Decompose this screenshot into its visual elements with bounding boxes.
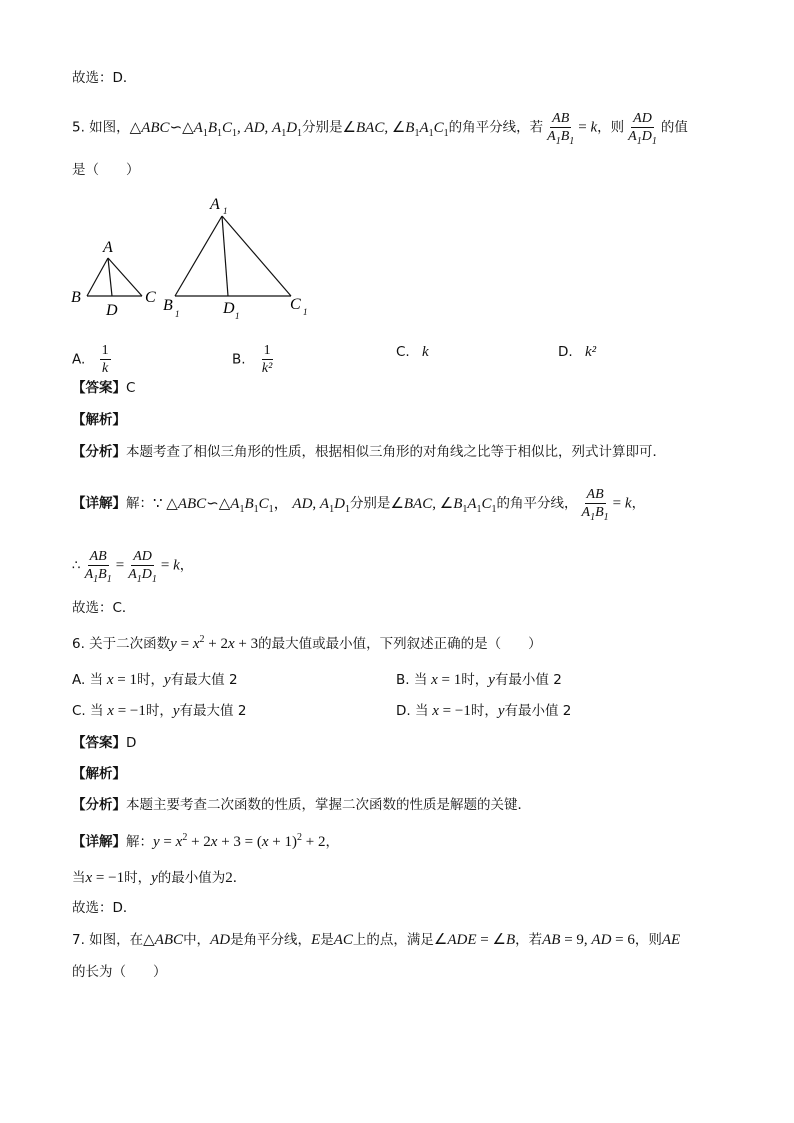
- question-7-stem: [72, 930, 680, 950]
- q5-chose: [72, 598, 135, 618]
- q5-therefore: ∴ $\frac{AB}{A_1B_1}$ = $\frac{AD}{A_1D_1}$ = k，: [72, 549, 194, 585]
- q5-xj-text-4: ，: [631, 495, 646, 512]
- q6-fenxi-text: 本题主要考查二次函数的性质，掌握二次函数的性质是解题的关键．: [126, 797, 531, 813]
- large-triangle: [175, 216, 291, 296]
- q6-option-d[interactable]: [396, 701, 571, 721]
- q7-text-5: 上的点，满足: [352, 932, 434, 948]
- q5-stem-cont: [72, 160, 140, 180]
- q5-analysis-heading: [72, 410, 126, 430]
- q5-xj-text-3: 的角平分线，: [496, 495, 578, 512]
- q6-option-b-rest: 有最小值 2: [494, 672, 562, 688]
- q6-option-d-mid: 时，: [470, 703, 498, 719]
- q7-ae: AE: [661, 932, 681, 948]
- q6-when: 当x = −1时，y的最小值为2．: [72, 870, 247, 886]
- q6-option-c-y: y: [172, 703, 180, 719]
- q5-option-d-value: k²: [584, 344, 597, 360]
- q6-answer-value: D: [126, 735, 137, 751]
- q5-option-d[interactable]: [558, 342, 596, 362]
- q6-option-d-label: D. 当: [396, 703, 429, 719]
- q5-text-5: 是（ ）: [72, 162, 140, 178]
- q5-similar-expr: $\triangle ABC∽\triangle A_1B_1C_1$, AD, $A_1D_1$: [129, 119, 303, 139]
- q5-target-fraction: $\frac{AD}{A_1D_1}$: [628, 111, 657, 147]
- q5-chose-text: 故选：C．: [72, 600, 136, 616]
- q6-xj-expr: $y = x^2 + 2x + 3 = (x + 1)^2 + 2$: [153, 832, 326, 850]
- label-C1: C: [290, 296, 301, 313]
- q6-fenxi-tag: 【分析】: [72, 797, 126, 813]
- label-B1-sub: 1: [175, 309, 180, 319]
- q6-option-c-label: C. 当: [72, 703, 104, 719]
- q6-when-1: 当: [72, 870, 86, 886]
- q5-xiangjie: [72, 486, 645, 521]
- q6-xj-tail: ，: [325, 834, 339, 850]
- q5-therefore-tail: ，: [179, 557, 194, 574]
- q7-text-1: 7. 如图，在: [72, 932, 144, 948]
- q5-xj-fraction: $\frac{AB}{A_1B_1}$: [581, 487, 609, 523]
- q5-fenxi-tag: 【分析】: [72, 444, 126, 460]
- q7-ad: AD: [210, 932, 231, 948]
- q5-xj-angles: ∠BAC, $\angle B_1A_1C_1$: [390, 495, 497, 515]
- q5-answer: [72, 378, 135, 398]
- q7-text-6: ，若: [515, 932, 543, 948]
- q5-xj-eq-k: = k: [612, 495, 632, 512]
- question-6-stem: [72, 634, 542, 654]
- answer-choice-text: 故选：D．: [72, 70, 137, 86]
- q6-analysis-heading: [72, 764, 126, 784]
- q6-option-a-mid: 时，: [136, 672, 164, 688]
- label-A1: A: [210, 196, 220, 213]
- q6-when-4: ．: [232, 870, 247, 886]
- q6-function: $y = x^2 + 2x + 3$: [170, 634, 259, 652]
- label-B1: B: [163, 297, 173, 314]
- q5-eq-k: = k: [578, 119, 598, 136]
- label-D1: D: [223, 300, 235, 317]
- label-A: A: [103, 239, 113, 256]
- q7-triangle: △ABC: [143, 932, 184, 948]
- q6-option-a-label: A. 当: [72, 672, 104, 688]
- q5-text-3: ，则: [597, 119, 625, 136]
- q5-option-c[interactable]: [396, 342, 429, 362]
- q5-therefore-frac-2: $\frac{AD}{A_1D_1}$: [128, 549, 157, 585]
- q5-ratio-fraction: $\frac{AB}{A_1B_1}$: [547, 111, 575, 147]
- q7-ac: AC: [333, 932, 353, 948]
- q5-analysis-tag: 【解析】: [72, 412, 126, 428]
- q5-option-a-fraction: $\frac{1}{k}$: [101, 343, 109, 376]
- q6-option-a-rest: 有最大值 2: [170, 672, 238, 688]
- answer-choice-line: [72, 68, 136, 88]
- q5-text-1: 分别是: [302, 119, 343, 136]
- q6-option-d-y: y: [497, 703, 505, 719]
- q5-option-c-value: k: [422, 344, 429, 360]
- q5-fenxi: [72, 442, 666, 462]
- q6-option-c[interactable]: [72, 701, 246, 721]
- q6-option-b-label: B. 当: [396, 672, 428, 688]
- label-D1-sub: 1: [235, 311, 240, 321]
- q6-option-b-expr: x = 1: [431, 672, 462, 688]
- q6-xiangjie: [72, 832, 339, 852]
- label-D: D: [106, 302, 118, 319]
- q6-option-a[interactable]: [72, 670, 238, 690]
- q5-answer-tag: 【答案】: [72, 380, 126, 396]
- q5-option-a[interactable]: [72, 342, 113, 377]
- q6-option-d-expr: x = −1: [432, 703, 471, 719]
- q6-when-3: 的最小值为: [157, 870, 226, 886]
- q6-option-a-expr: x = 1: [106, 672, 137, 688]
- q6-stem-2: 的最大值或最小值，下列叙述正确的是（ ）: [258, 636, 542, 652]
- q5-option-b[interactable]: [232, 342, 276, 377]
- q5-answer-value: C: [126, 380, 136, 396]
- q6-xj-text: 解：: [126, 834, 153, 850]
- q6-option-b-mid: 时，: [461, 672, 489, 688]
- q5-number: 5. 如图，: [72, 119, 130, 136]
- q7-stem-cont: [72, 962, 167, 982]
- q5-fenxi-text: 本题考查了相似三角形的性质，根据相似三角形的对角线之比等于相似比，列式计算即可．: [126, 444, 666, 460]
- q7-e: E: [311, 932, 321, 948]
- label-C1-sub: 1: [303, 307, 308, 317]
- q7-text-2: 中，: [183, 932, 211, 948]
- q6-chose: [72, 898, 136, 918]
- q5-triangles-figure: [68, 192, 328, 322]
- q7-text-8: 的长为（ ）: [72, 964, 167, 980]
- q5-option-b-fraction: $\frac{1}{\text{k²}}$: [261, 343, 273, 376]
- q5-option-d-letter: D.: [558, 344, 573, 360]
- q5-xj-similar: ∵ $\triangle ABC∽\triangle A_1B_1C_1$， AD, $A_1D_1$: [153, 495, 350, 515]
- q5-therefore-k: = k: [160, 557, 180, 574]
- q6-option-b-y: y: [488, 672, 495, 688]
- q6-option-c-rest: 有最大值 2: [179, 703, 247, 719]
- label-C: C: [145, 289, 156, 306]
- q5-text-2: 的角平分线，若: [448, 119, 544, 136]
- q6-option-c-mid: 时，: [145, 703, 173, 719]
- q6-when-value: 2: [225, 870, 233, 886]
- q7-text-7: ，则: [634, 932, 662, 948]
- q7-angle-cond: ∠ADE = ∠B: [433, 932, 516, 948]
- q6-option-a-y: y: [163, 672, 171, 688]
- q5-text-4: 的值: [660, 119, 688, 136]
- q6-option-d-rest: 有最小值 2: [504, 703, 572, 719]
- q5-option-c-letter: C.: [396, 344, 410, 360]
- question-5-stem: [72, 110, 688, 145]
- q5-xiangjie-tag: 【详解】: [72, 495, 126, 512]
- q6-option-b[interactable]: [396, 670, 562, 690]
- q6-analysis-tag: 【解析】: [72, 766, 126, 782]
- q6-when-2: 时，: [124, 870, 152, 886]
- q6-xiangjie-tag: 【详解】: [72, 834, 126, 850]
- q5-therefore-frac-1: $\frac{AB}{A_1B_1}$: [84, 549, 112, 585]
- q5-angle-expr: ∠BAC, $\angle B_1A_1C_1$: [342, 119, 449, 139]
- q5-option-b-letter: B.: [232, 351, 246, 368]
- small-triangle: [87, 258, 142, 296]
- q6-chose-text: 故选：D．: [72, 900, 137, 916]
- q7-text-3: 是角平分线，: [230, 932, 312, 948]
- q6-answer: [72, 733, 136, 753]
- q6-answer-tag: 【答案】: [72, 735, 126, 751]
- q7-text-4: 是: [320, 932, 334, 948]
- q5-option-a-letter: A.: [72, 351, 86, 368]
- q5-xj-text-1: 解：: [126, 495, 153, 512]
- label-B: B: [71, 289, 81, 306]
- q6-option-c-expr: x = −1: [107, 703, 146, 719]
- q6-stem-1: 6. 关于二次函数: [72, 636, 171, 652]
- label-A1-sub: 1: [223, 206, 228, 216]
- q5-therefore-symbol: ∴: [72, 557, 81, 574]
- q7-lengths: AB = 9, AD = 6: [542, 932, 635, 948]
- q6-when-expr: x = −1: [85, 870, 125, 886]
- q5-xj-text-2: 分别是: [349, 495, 391, 512]
- q6-fenxi: [72, 795, 531, 815]
